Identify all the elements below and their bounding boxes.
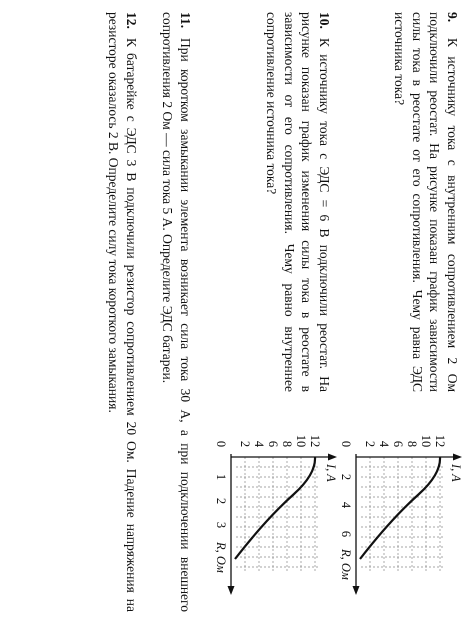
problem-text: К источнику тока с внутренним сопротивлением 2 Ом подключили реостат. На рисунке показан график зависимости силы тока в реостате от его сопротивления. Чему равна ЭДС источника тока?: [392, 12, 460, 392]
current-curve: [360, 457, 440, 559]
y-tick: 6: [391, 440, 405, 448]
y-tick: 8: [280, 440, 294, 448]
problem-10: [263, 12, 333, 392]
problem-9: [391, 12, 461, 392]
y-tick: 10: [419, 434, 433, 448]
y-tick: 12: [433, 434, 447, 448]
problem-text: К источнику тока с ЭДС = 6 В подключили реостат. На рисунке показан график изменения силы тока в реостате в зависимости от его сопротивления. Чему равно внутреннее сопротивление источника тока?: [264, 12, 332, 392]
x-axis-label: R, Ом: [339, 549, 353, 580]
problem-11: [159, 12, 194, 612]
y-tick: 10: [294, 434, 308, 448]
y-tick: 2: [363, 440, 377, 448]
graph-problem-9: [338, 414, 463, 614]
problem-number: 12.: [124, 12, 139, 29]
x-axis-label: R, Ом: [214, 542, 228, 573]
graph-problem-10: [213, 414, 338, 614]
x-tick: 2: [339, 473, 353, 481]
x-tick: 6: [339, 530, 353, 538]
problem-12: [105, 12, 140, 612]
x-tick: 3: [214, 521, 228, 529]
problem-number: 9.: [445, 12, 460, 23]
problem-text: К батарейке с ЭДС 3 В подключили резистор сопротивлением 20 Ом. Падение напряжения на резисторе оказалось 2 В. Определите силу тока короткого замыкания.: [106, 12, 139, 612]
y-tick: 2: [238, 440, 252, 448]
x-tick: 2: [214, 497, 228, 505]
current-vs-resistance-graph: [213, 414, 338, 614]
y-tick: 4: [377, 440, 391, 448]
problem-number: 10.: [317, 12, 332, 29]
y-axis-label: I, A: [324, 464, 338, 482]
problem-text: При коротком замыкании элемента возникает сила тока 30 А, а при подключении внешнего сопротивления 2 Ом — сила тока 5 А. Определите ЭДС батареи.: [160, 12, 193, 612]
current-curve: [235, 457, 315, 559]
origin-label: 0: [339, 440, 353, 448]
y-tick: 4: [252, 440, 266, 448]
problem-number: 11.: [178, 12, 193, 29]
current-vs-resistance-graph: [338, 414, 463, 614]
y-tick: 12: [308, 434, 322, 448]
x-tick: 4: [339, 501, 353, 509]
x-tick: 1: [214, 473, 228, 481]
y-tick: 8: [405, 440, 419, 448]
y-tick: 6: [266, 440, 280, 448]
y-axis-label: I, A: [449, 464, 463, 482]
origin-label: 0: [214, 440, 228, 448]
